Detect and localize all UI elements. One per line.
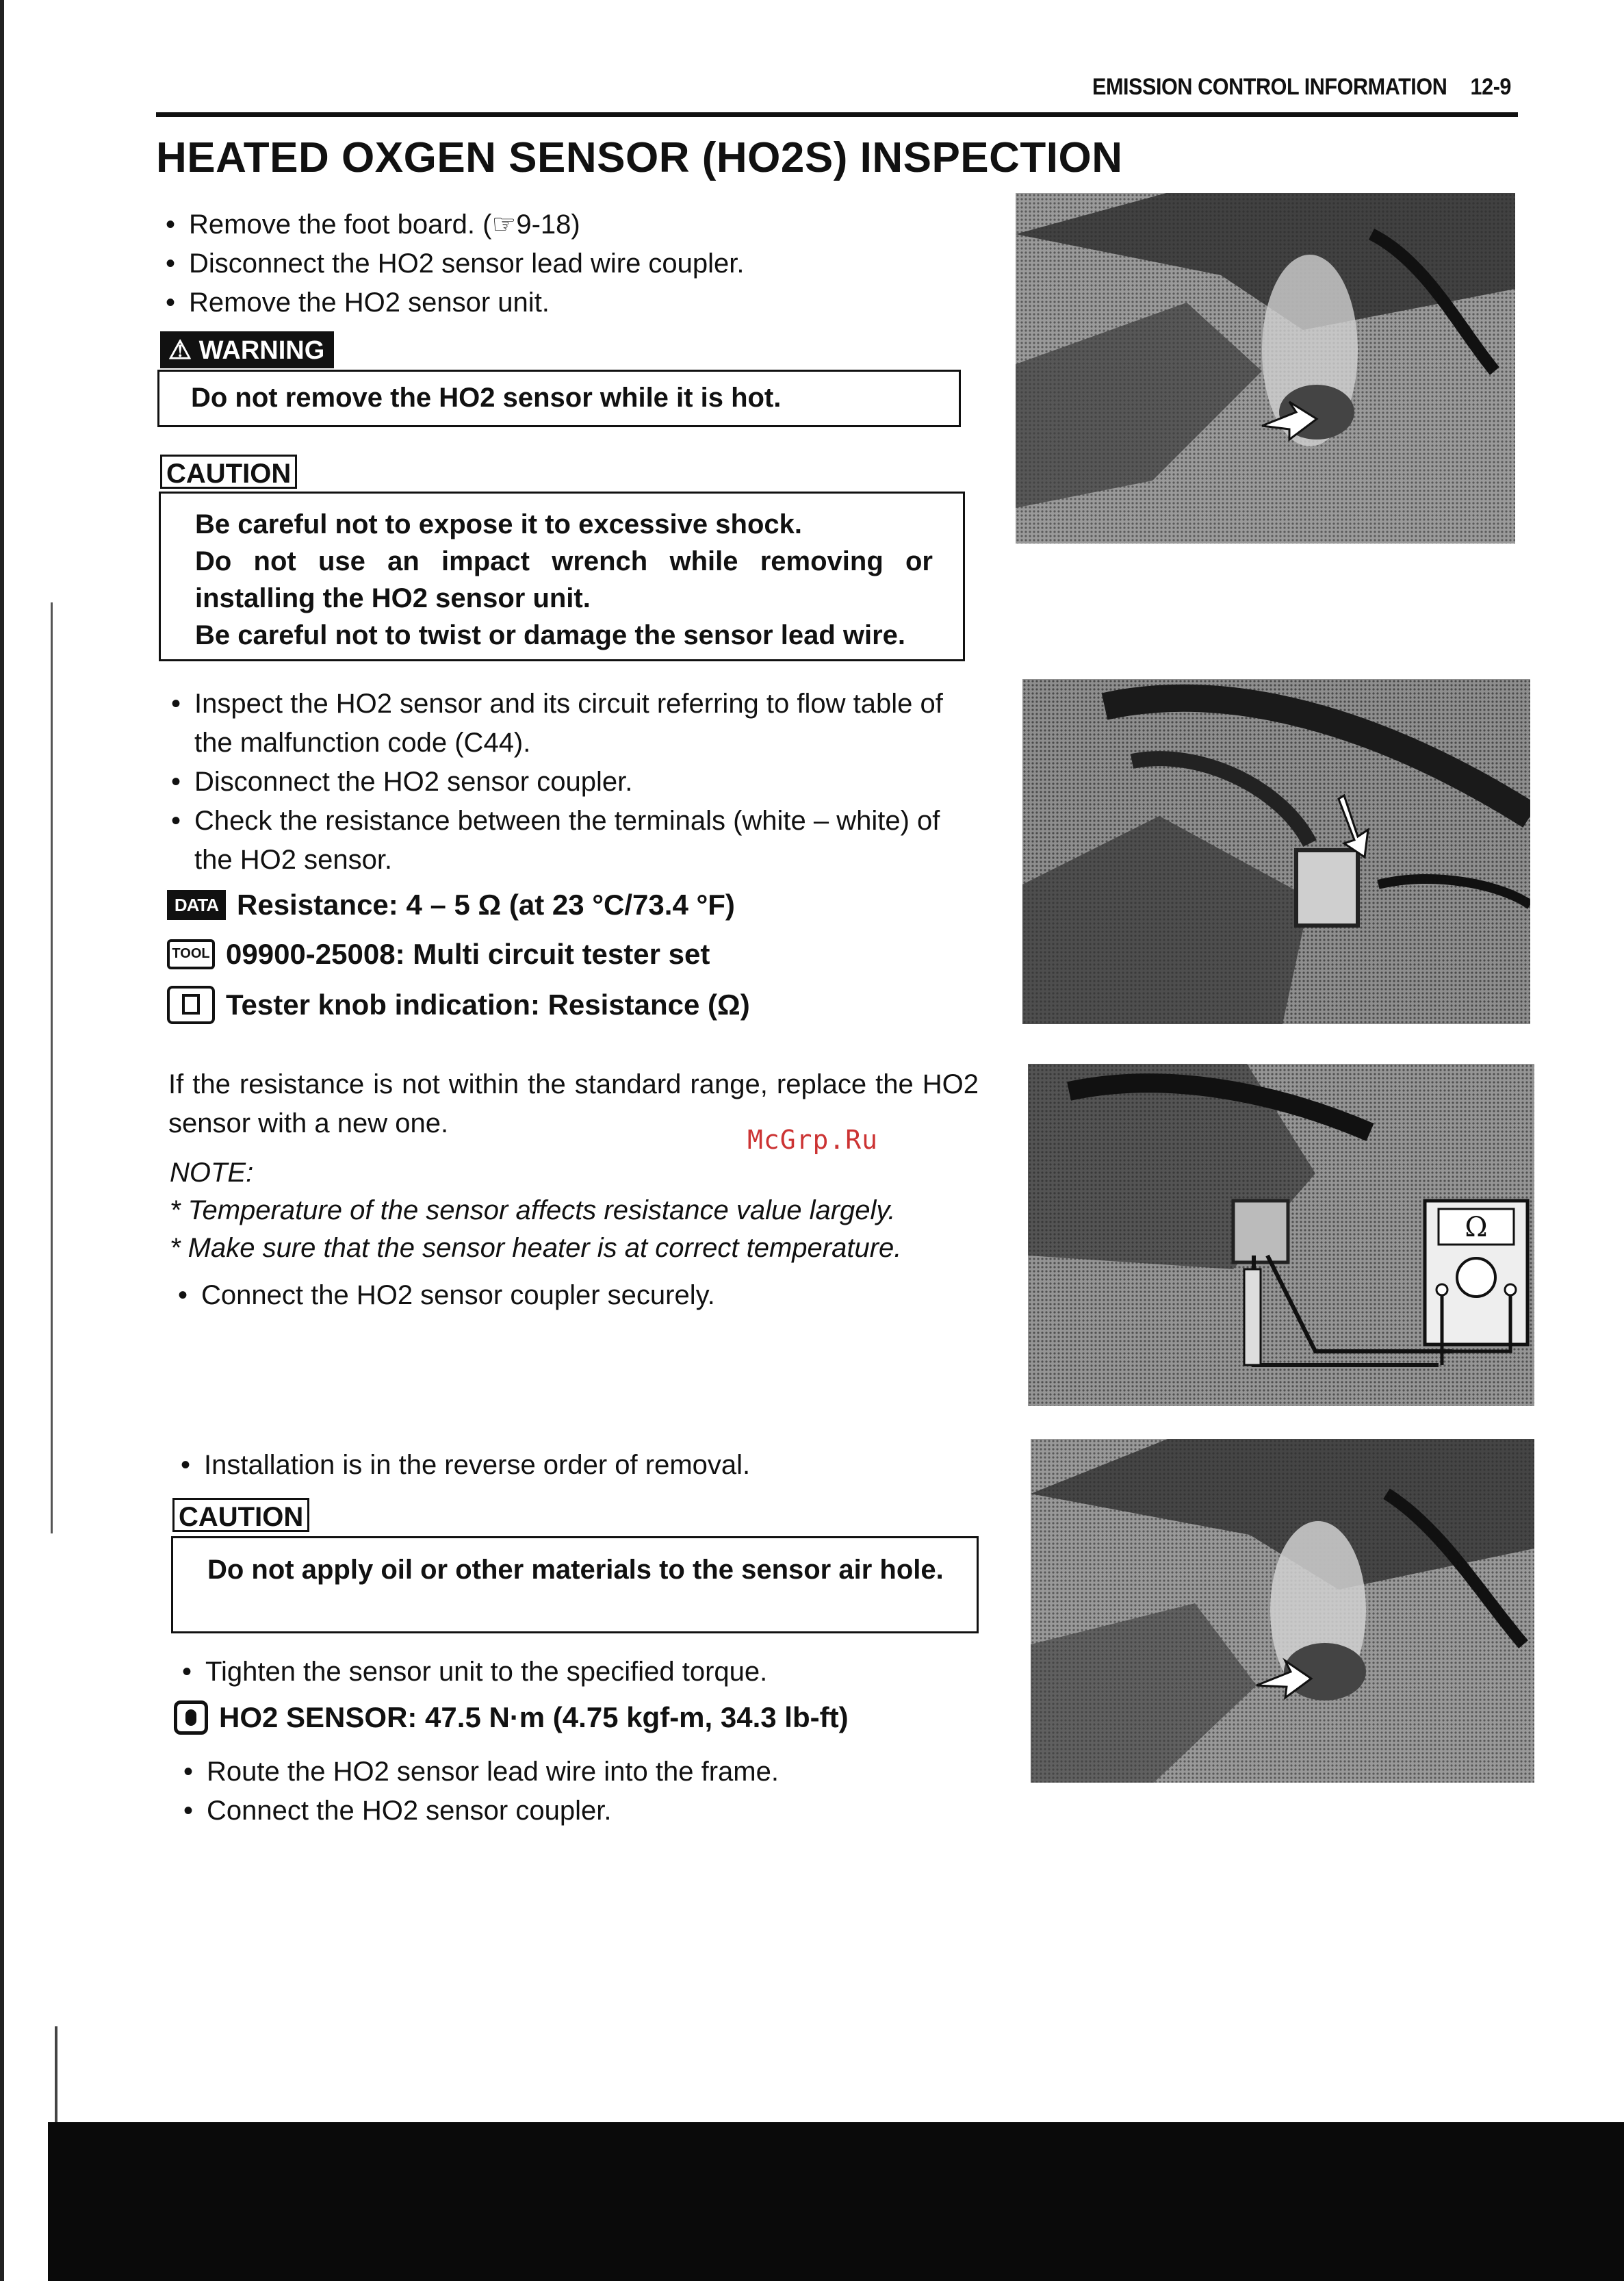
scan-left-edge [0, 0, 4, 2281]
page-title: HEATED OXGEN SENSOR (HO2S) INSPECTION [156, 134, 1123, 181]
torque-wrench-icon [174, 1700, 208, 1735]
warning-box [157, 370, 961, 427]
list-item: • Remove the foot board. (☞9-18) [156, 205, 964, 244]
tool-icon: TOOL [167, 939, 215, 969]
photo-sensor-location [1016, 193, 1515, 544]
resistance-value: Resistance: 4 – 5 Ω (at 23 °C/73.4 °F) [237, 889, 735, 921]
page-number: 12-9 [1470, 74, 1511, 100]
tester-knob-icon [167, 986, 215, 1024]
intro-step-list [156, 205, 964, 322]
caution-line: Be careful not to twist or damage the sensor lead wire. [195, 620, 906, 650]
photo-tester-measurement [1028, 1064, 1534, 1406]
meter-omega-symbol: Ω [1465, 1212, 1488, 1243]
photo-sensor-installed [1031, 1439, 1534, 1783]
running-header [1092, 74, 1511, 101]
caution-box [171, 1536, 979, 1633]
caution-text: Do not apply oil or other materials to the sensor air hole. [207, 1555, 944, 1585]
final-step-list [174, 1753, 995, 1831]
note-label: NOTE: [170, 1158, 254, 1188]
tester-spec [167, 986, 750, 1024]
warning-label: ⚠ WARNING [160, 331, 334, 368]
warning-text: Do not remove the HO2 sensor while it is hot. [191, 383, 782, 413]
list-item: • Inspect the HO2 sensor and its circuit referring to flow table of the malfunction code (C44). [162, 685, 983, 763]
scan-margin-mark [55, 2026, 57, 2122]
list-item: • Disconnect the HO2 sensor lead wire coupler. [156, 244, 964, 283]
list-item: • Disconnect the HO2 sensor coupler. [162, 763, 983, 802]
scan-bottom-band [48, 2122, 1624, 2281]
resistance-spec [167, 889, 735, 921]
list-item: • Tighten the sensor unit to the specified torque. [172, 1653, 994, 1692]
list-item: • Remove the HO2 sensor unit. [156, 283, 964, 322]
list-item: • Check the resistance between the terminals (white – white) of the HO2 sensor. [162, 802, 983, 880]
note-line: * Make sure that the sensor heater is at correct temperature. [170, 1233, 902, 1263]
data-icon: DATA [167, 890, 226, 920]
tester-indication: Tester knob indication: Resistance (Ω) [226, 989, 750, 1021]
photo-sensor-coupler [1022, 679, 1530, 1024]
caution-line: Be careful not to expose it to excessive shock. [195, 509, 802, 539]
connect-step-list [168, 1276, 990, 1315]
caution-line: Do not use an impact wrench while removing or installing the HO2 sensor unit. [195, 546, 933, 613]
replace-instruction: If the resistance is not within the standard range, replace the HO2 sensor with a new one. [168, 1069, 979, 1138]
list-item: • Route the HO2 sensor lead wire into the frame. [174, 1753, 995, 1792]
section-name: EMISSION CONTROL INFORMATION [1092, 74, 1447, 100]
torque-spec [174, 1700, 849, 1735]
header-rule [156, 112, 1518, 117]
watermark: McGrp.Ru [747, 1125, 879, 1155]
list-item: • Connect the HO2 sensor coupler securely. [168, 1276, 990, 1315]
note-block [170, 1154, 991, 1267]
tool-number: 09900-25008: Multi circuit tester set [226, 938, 710, 970]
list-item: • Connect the HO2 sensor coupler. [174, 1792, 995, 1831]
note-line: * Temperature of the sensor affects resistance value largely. [170, 1195, 896, 1225]
inspection-step-list [162, 685, 983, 880]
caution-label: CAUTION [172, 1498, 309, 1532]
tighten-step-list [172, 1653, 994, 1692]
list-item: • Installation is in the reverse order of removal. [171, 1446, 992, 1485]
torque-value: HO2 SENSOR: 47.5 N·m (4.75 kgf-m, 34.3 lb-ft) [219, 1701, 849, 1733]
tool-spec [167, 938, 710, 971]
install-step-list [171, 1446, 992, 1485]
scan-margin-mark [51, 602, 53, 1533]
caution-label: CAUTION [160, 455, 297, 489]
caution-box [159, 492, 965, 661]
